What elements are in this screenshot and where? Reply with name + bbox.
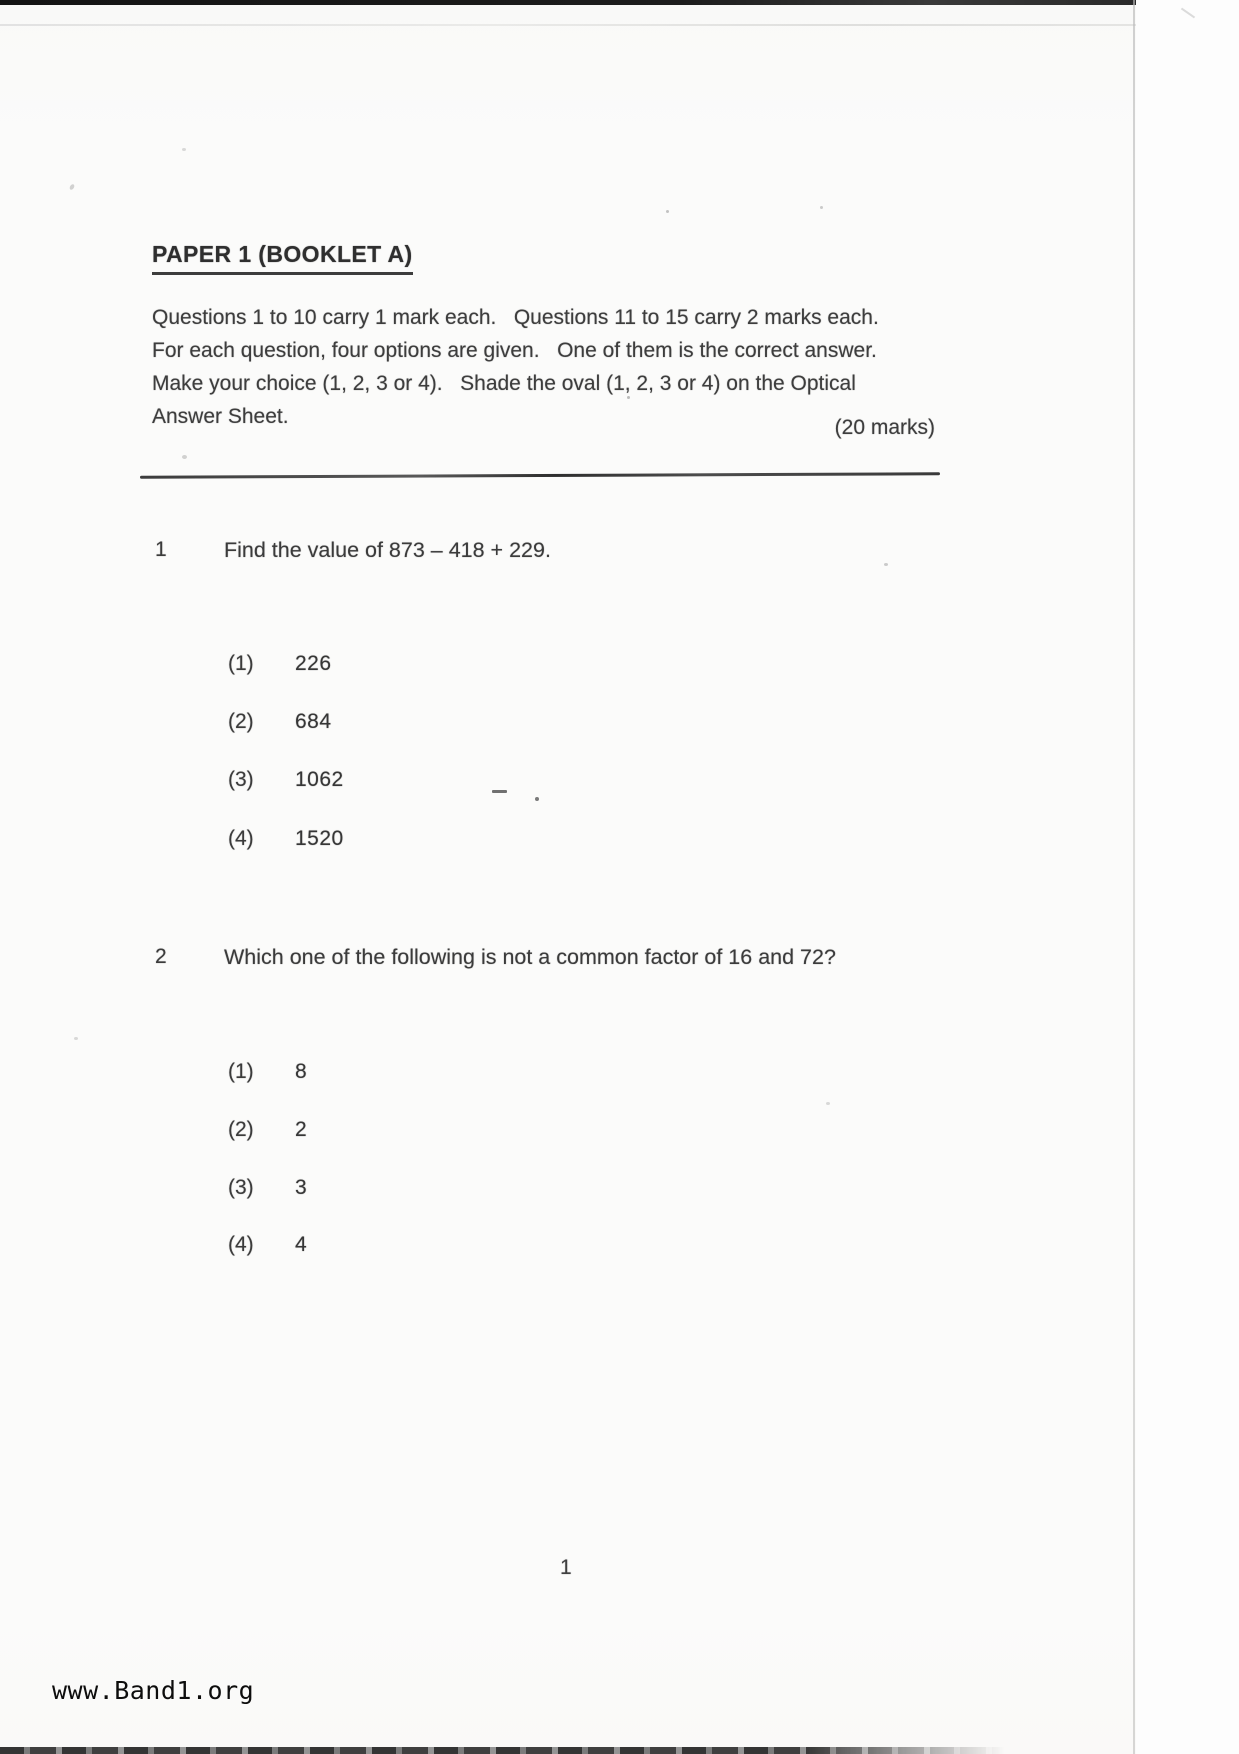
option-value: 3 [295, 1176, 308, 1199]
option-label: (4) [228, 1233, 254, 1256]
option-value: 1062 [295, 768, 344, 791]
option-value: 8 [295, 1060, 308, 1083]
scan-top-edge-line [0, 0, 1239, 5]
instruction-line: Answer Sheet. [152, 405, 289, 428]
option-value: 684 [295, 710, 332, 733]
scan-speck [182, 148, 186, 151]
scan-speck [820, 206, 823, 209]
option-label: (3) [228, 768, 254, 791]
scan-speck [182, 455, 187, 459]
option-label: (2) [228, 710, 254, 733]
scan-speck [627, 396, 630, 399]
option-value: 2 [295, 1118, 308, 1141]
question-number: 1 [155, 538, 167, 561]
marks-note: (20 marks) [834, 416, 935, 439]
question-number: 2 [155, 945, 167, 968]
option-label: (1) [228, 652, 254, 675]
scan-speck [884, 563, 888, 566]
page-title: PAPER 1 (BOOKLET A) [152, 241, 413, 275]
scan-speck [666, 210, 669, 213]
scan-speck [74, 1037, 78, 1040]
watermark-url: www.Band1.org [52, 1676, 255, 1705]
scan-stray-dot [535, 797, 539, 801]
instruction-line: For each question, four options are given. One of them is the correct answer. [152, 339, 877, 362]
scan-faint-line [0, 24, 1239, 26]
instruction-line: Make your choice (1, 2, 3 or 4). Shade the oval (1, 2, 3 or 4) on the Optical [152, 372, 856, 395]
option-value: 1520 [295, 827, 344, 850]
option-label: (3) [228, 1176, 254, 1199]
page-number: 1 [560, 1556, 572, 1579]
scan-right-strip [1136, 0, 1239, 1754]
option-value: 4 [295, 1233, 308, 1256]
option-value: 226 [295, 652, 332, 675]
scan-speck [69, 183, 75, 190]
scan-bottom-edge-line [0, 1747, 1005, 1754]
question-text: Which one of the following is not a common factor of 16 and 72? [224, 945, 836, 969]
divider-line [140, 472, 940, 478]
instructions-block [152, 301, 952, 433]
question-text: Find the value of 873 – 418 + 229. [224, 538, 551, 562]
page-edge-vertical-line [1133, 0, 1135, 1754]
instruction-line: Questions 1 to 10 carry 1 mark each. Questions 11 to 15 carry 2 marks each. [152, 306, 879, 329]
option-label: (4) [228, 827, 254, 850]
option-label: (1) [228, 1060, 254, 1083]
option-label: (2) [228, 1118, 254, 1141]
scan-speck [826, 1102, 830, 1105]
scan-stray-dash [492, 790, 507, 793]
